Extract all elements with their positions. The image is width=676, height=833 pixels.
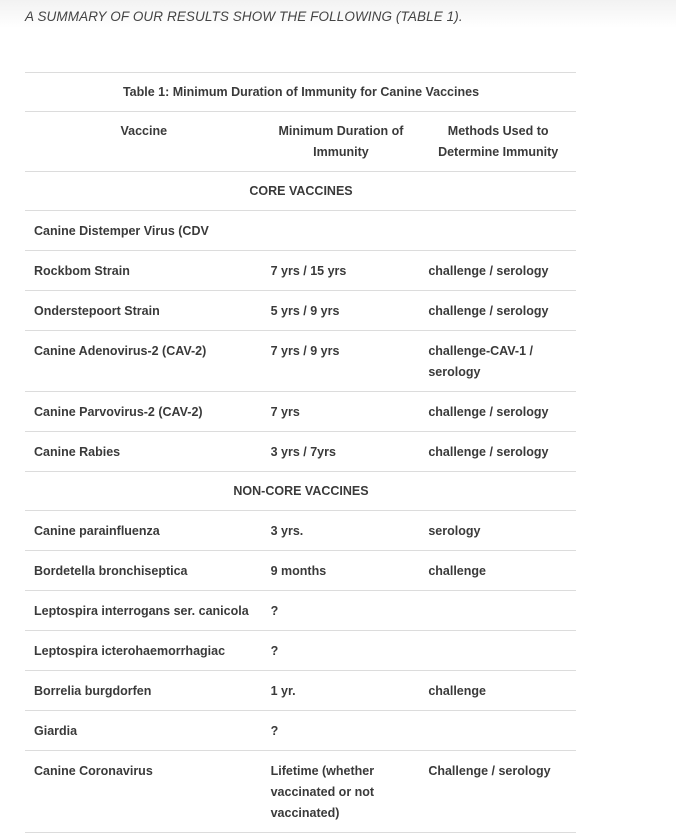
table-header-row	[25, 112, 576, 172]
cell-vaccine: Borrelia burgdorfen	[25, 671, 262, 711]
table-row	[25, 551, 576, 591]
section-row-core	[25, 172, 576, 211]
table-row	[25, 711, 576, 751]
cell-method: challenge / serology	[419, 392, 576, 432]
header-methods: Methods Used to Determine Immunity	[419, 112, 576, 172]
section-label-noncore: NON-CORE VACCINES	[25, 472, 576, 511]
summary-heading: A SUMMARY OF OUR RESULTS SHOW THE FOLLOWING (TABLE 1).	[25, 9, 463, 24]
cell-duration: ?	[262, 711, 420, 751]
table-caption-row	[25, 73, 576, 112]
cell-method: challenge / serology	[419, 291, 576, 331]
cell-method	[419, 591, 576, 631]
cell-vaccine: Canine Parvovirus-2 (CAV-2)	[25, 392, 262, 432]
cell-vaccine: Canine Coronavirus	[25, 751, 262, 833]
cell-duration: Lifetime (whether vaccinated or not vaccinated)	[262, 751, 420, 833]
cell-vaccine: Leptospira interrogans ser. canicola	[25, 591, 262, 631]
vaccine-immunity-table	[25, 72, 576, 833]
cell-method: Challenge / serology	[419, 751, 576, 833]
cell-vaccine: Bordetella bronchiseptica	[25, 551, 262, 591]
table-row	[25, 392, 576, 432]
table-row	[25, 511, 576, 551]
cell-duration: 9 months	[262, 551, 420, 591]
cell-duration: 5 yrs / 9 yrs	[262, 291, 420, 331]
table-row	[25, 331, 576, 392]
cell-duration: 3 yrs / 7yrs	[262, 432, 420, 472]
cell-duration	[262, 211, 420, 251]
table-row	[25, 432, 576, 472]
cell-method	[419, 711, 576, 751]
cell-method: challenge	[419, 671, 576, 711]
table-row	[25, 591, 576, 631]
cell-duration: ?	[262, 631, 420, 671]
cell-duration: 1 yr.	[262, 671, 420, 711]
table-row	[25, 751, 576, 833]
cell-duration: 7 yrs	[262, 392, 420, 432]
cell-duration: 7 yrs / 9 yrs	[262, 331, 420, 392]
table-row	[25, 251, 576, 291]
cell-vaccine: Canine Adenovirus-2 (CAV-2)	[25, 331, 262, 392]
cell-method: challenge / serology	[419, 432, 576, 472]
cell-method	[419, 211, 576, 251]
cell-vaccine: Canine Distemper Virus (CDV	[25, 211, 262, 251]
cell-vaccine: Onderstepoort Strain	[25, 291, 262, 331]
table-row	[25, 211, 576, 251]
cell-method: challenge	[419, 551, 576, 591]
cell-method: serology	[419, 511, 576, 551]
cell-duration: ?	[262, 591, 420, 631]
cell-vaccine: Canine parainfluenza	[25, 511, 262, 551]
cell-method: challenge-CAV-1 / serology	[419, 331, 576, 392]
table-row	[25, 291, 576, 331]
cell-vaccine: Leptospira icterohaemorrhagiac	[25, 631, 262, 671]
header-vaccine: Vaccine	[25, 112, 262, 172]
table-row	[25, 631, 576, 671]
section-label-core: CORE VACCINES	[25, 172, 576, 211]
table-caption: Table 1: Minimum Duration of Immunity for Canine Vaccines	[25, 73, 576, 112]
cell-duration: 7 yrs / 15 yrs	[262, 251, 420, 291]
table-row	[25, 671, 576, 711]
cell-duration: 3 yrs.	[262, 511, 420, 551]
header-min-duration: Minimum Duration of Immunity	[262, 112, 420, 172]
cell-vaccine: Rockbom Strain	[25, 251, 262, 291]
cell-method: challenge / serology	[419, 251, 576, 291]
cell-vaccine: Giardia	[25, 711, 262, 751]
cell-vaccine: Canine Rabies	[25, 432, 262, 472]
cell-method	[419, 631, 576, 671]
section-row-noncore	[25, 472, 576, 511]
